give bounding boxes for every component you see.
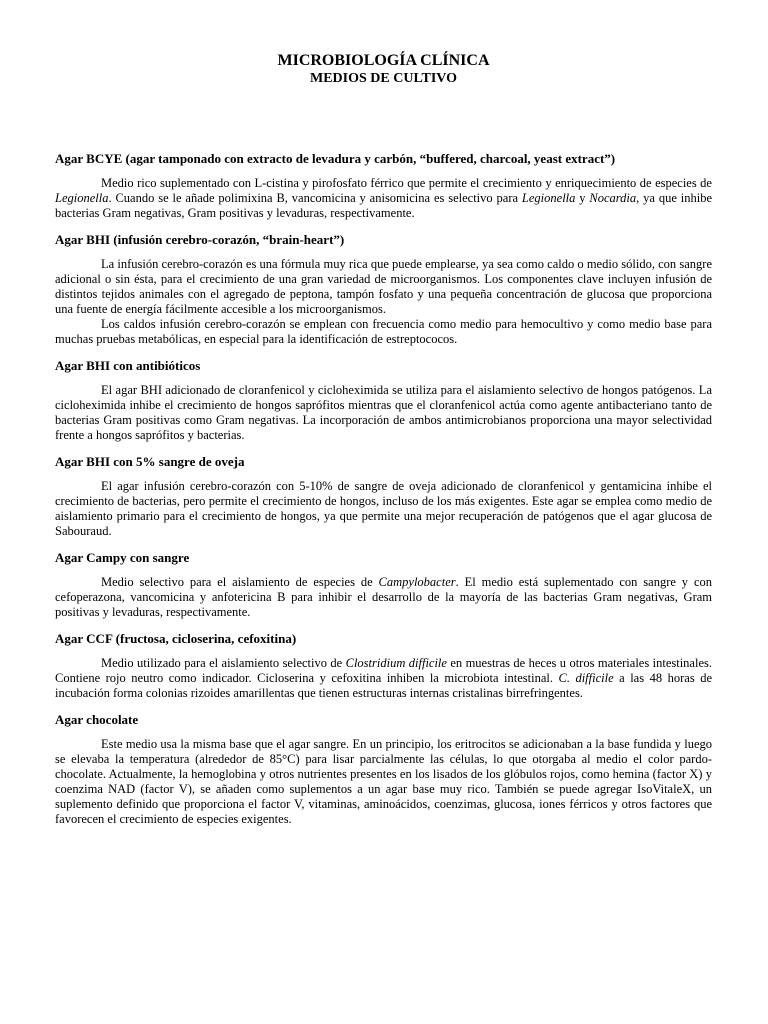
section <box>55 358 712 443</box>
text-run: , ya que inhibe bacterias Gram negativas, Gram positivas y levaduras, respectivamente. <box>55 191 712 220</box>
italic-text: Campylobacter <box>378 575 456 589</box>
text-run: y <box>575 191 590 205</box>
document-subtitle: MEDIOS DE CULTIVO <box>309 71 457 86</box>
paragraph <box>55 317 712 347</box>
text-run: El agar BHI adicionado de cloranfenicol y cicloheximida se utiliza para el aislamiento selectivo de hongos patógenos. La cicloheximida inhibe el crecimiento de hongos saprófitos mientras que el cloranfenicol actúa como agente antibacteriano tanto de bacterias Gram positivas como Gram negativas. La incorporación de ambos antimicrobianos proporciona una mayor selectividad frente a hongos saprófitos y bacterias. <box>55 383 712 442</box>
section <box>55 631 712 701</box>
document-body <box>55 151 712 838</box>
italic-text: Nocardia <box>589 191 637 205</box>
text-run: La infusión cerebro-corazón es una fórmula muy rica que puede emplearse, ya sea como caldo o medio sólido, con sangre adicional o sin ésta, para el crecimiento de una gran variedad de microorganismos. Los componentes clave incluyen infusión de distintos tejidos animales con el agregado de peptona, tampón fosfato y una pequeña concentración de glucosa que proporciona una fuente de energía fácilmente accesible a los microorganismos. <box>55 257 712 316</box>
text-run: . El medio está suplementado con sangre y con cefoperazona, vancomicina y anfotericina B para inhibir el desarrollo de la mayoría de las bacterias Gram negativas, Gram positivas y levaduras, respectivamente. <box>55 575 712 619</box>
italic-text: C. difficile <box>558 671 614 685</box>
section <box>55 454 712 539</box>
section-heading: Agar Campy con sangre <box>55 550 190 565</box>
section-heading: Agar BHI (infusión cerebro-corazón, “brain-heart”) <box>55 232 345 247</box>
text-run: Medio rico suplementado con L-cistina y pirofosfato férrico que permite el crecimiento y enriquecimiento de especies de <box>101 176 712 190</box>
section-heading: Agar chocolate <box>55 712 139 727</box>
text-run: El agar infusión cerebro-corazón con 5-10% de sangre de oveja adicionado de cloranfenicol y gentamicina inhibe el crecimiento de bacterias, pero permite el crecimiento de hongos, incluso de los más exigentes. Este agar se emplea como medio de aislamiento primario para el crecimiento de hongos, ya que permite una mejor recuperación de patógenos que el agar glucosa de Sabouraud. <box>55 479 712 538</box>
text-run: Medio utilizado para el aislamiento selectivo de <box>101 656 346 670</box>
document-title: MICROBIOLOGÍA CLÍNICA <box>277 52 490 69</box>
text-run: en muestras de heces u otros materiales intestinales. Contiene rojo neutro como indicador. Cicloserina y cefoxitina inhiben la microbiota intestinal. <box>55 656 712 685</box>
text-run: Los caldos infusión cerebro-corazón se emplean con frecuencia como medio para hemocultivo y como medio base para muchas pruebas metabólicas, en especial para la identificación de estreptococos. <box>55 317 712 346</box>
section <box>55 550 712 620</box>
paragraph <box>55 257 712 317</box>
paragraph <box>55 575 712 620</box>
text-run: Este medio usa la misma base que el agar sangre. En un principio, los eritrocitos se adicionaban a la base fundida y luego se elevaba la temperatura (alrededor de 85°C) para lisar parcialmente las células, lo que otorgaba al medio el color pardo-chocolate. Actualmente, la hemoglobina y otros nutrientes presentes en los lisados de los glóbulos rojos, como hemina (factor X) y coenzima NAD (factor V), se añaden como suplementos a un agar base muy rico. También se puede agregar IsoVitaleX, un suplemento definido que proporciona el factor V, vitaminas, aminoácidos, coenzimas, glucosa, iones férricos y otros factores que favorecen el crecimiento de especies exigentes. <box>55 737 712 826</box>
text-run: a las 48 horas de incubación forma colonias rizoides amarillentas que tienen estructuras internas cristalinas birrefringentes. <box>55 671 712 700</box>
section-heading: Agar BHI con 5% sangre de oveja <box>55 454 245 469</box>
italic-text: Legionella <box>55 191 109 205</box>
italic-text: Legionella <box>521 191 576 205</box>
section <box>55 151 712 221</box>
section <box>55 232 712 347</box>
italic-text: Clostridium difficile <box>345 656 447 670</box>
text-run: Medio selectivo para el aislamiento de especies de <box>101 575 379 589</box>
paragraph <box>55 383 712 443</box>
section-heading: Agar BCYE (agar tamponado con extracto de levadura y carbón, “buffered, charcoal, yeast extract”) <box>55 151 616 166</box>
paragraph <box>55 737 712 827</box>
text-run: . Cuando se le añade polimixina B, vancomicina y anisomicina es selectivo para <box>108 191 522 205</box>
paragraph <box>55 656 712 701</box>
section <box>55 712 712 827</box>
section-heading: Agar CCF (fructosa, cicloserina, cefoxitina) <box>55 631 297 646</box>
paragraph <box>55 176 712 221</box>
section-heading: Agar BHI con antibióticos <box>55 358 201 373</box>
paragraph <box>55 479 712 539</box>
